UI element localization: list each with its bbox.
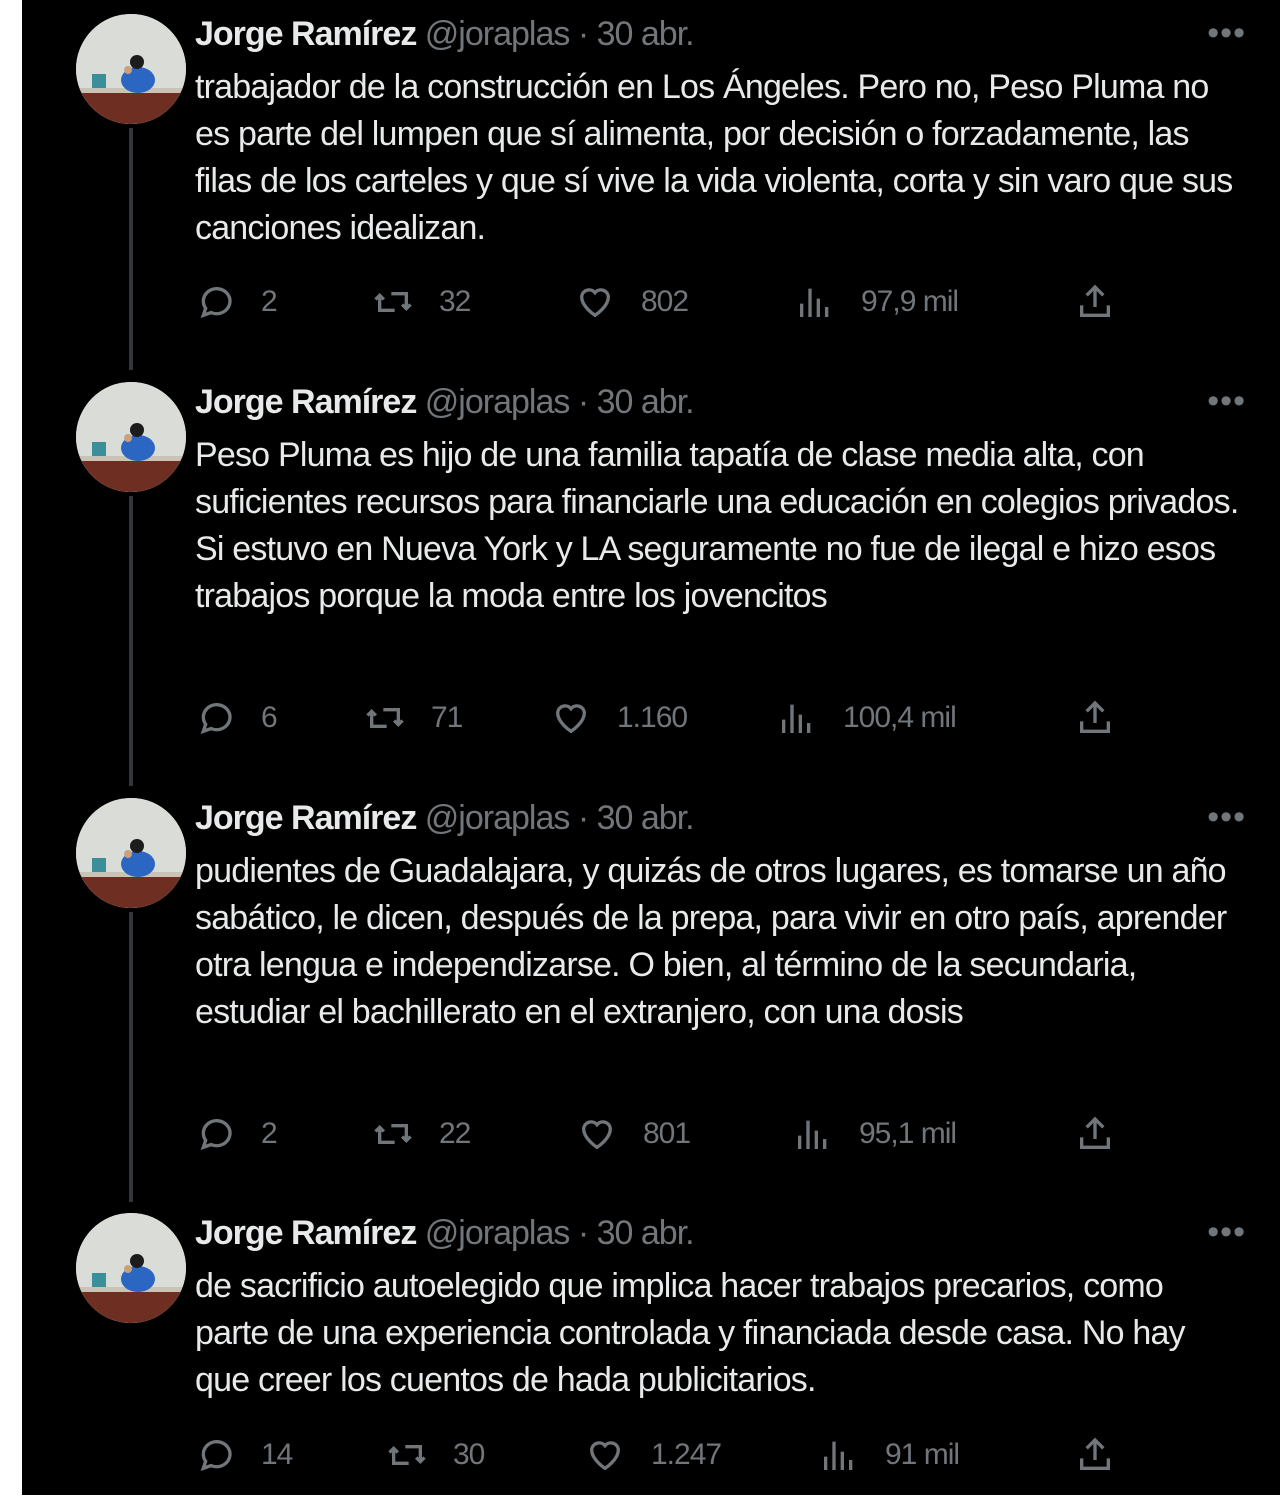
view-count: 91 mil [885,1438,960,1471]
author-name[interactable]: Jorge Ramírez [195,799,417,837]
retweet-icon [365,698,405,738]
heart-icon [551,698,591,738]
retweet-button[interactable] [373,278,470,326]
tweet-actions [195,694,1275,742]
share-button[interactable] [1075,278,1141,326]
retweet-button[interactable] [373,1110,470,1158]
views-icon [777,698,817,738]
share-icon [1075,1435,1115,1475]
more-icon[interactable]: ••• [1207,798,1246,836]
share-button[interactable] [1075,1110,1141,1158]
heart-icon [585,1435,625,1475]
avatar-photo [76,798,186,908]
like-button[interactable] [551,694,687,742]
more-icon[interactable]: ••• [1207,1213,1246,1251]
author-name[interactable]: Jorge Ramírez [195,383,417,421]
avatar[interactable] [76,382,186,492]
tweet-actions [195,278,1275,326]
like-count: 1.247 [651,1438,722,1471]
tweet-text: Peso Pluma es hijo de una familia tapatía de clase media alta, con suficientes recursos para financiarle una educación en colegios privados. Si estuvo en Nueva York y LA seguramente no fue de ilegal e hizo esos trabajos porque la moda entre los jovencitos [195,436,1239,615]
avatar-photo [76,382,186,492]
reply-count: 2 [261,285,277,318]
heart-icon [575,282,615,322]
views-button[interactable] [777,694,956,742]
more-icon[interactable]: ••• [1207,14,1246,52]
retweet-count: 30 [453,1438,485,1471]
separator: · [577,799,589,837]
retweet-icon [373,282,413,322]
like-count: 1.160 [617,701,688,734]
avatar[interactable] [76,798,186,908]
tweet-date[interactable]: 30 abr. [596,1214,694,1252]
reply-icon [195,1114,235,1154]
tweet[interactable] [22,368,1280,778]
tweet[interactable] [22,0,1280,360]
reply-button[interactable] [195,1431,292,1479]
tweet[interactable] [22,1199,1280,1495]
tweet-text: de sacrificio autoelegido que implica hacer trabajos precarios, como parte de una experiencia controlada y financiada desde casa. No hay que creer los cuentos de hada publicitarios. [195,1267,1185,1399]
reply-button[interactable] [195,694,277,742]
retweet-icon [373,1114,413,1154]
more-icon[interactable]: ••• [1207,382,1246,420]
views-button[interactable] [819,1431,959,1479]
author-handle[interactable]: @joraplas [424,1214,570,1252]
like-count: 802 [641,285,689,318]
author-name[interactable]: Jorge Ramírez [195,1214,417,1252]
timeline [22,0,1280,1495]
author-handle[interactable]: @joraplas [424,799,570,837]
like-button[interactable] [575,278,688,326]
share-icon [1075,1114,1115,1154]
reply-count: 14 [261,1438,293,1471]
reply-button[interactable] [195,1110,277,1158]
retweet-button[interactable] [387,1431,484,1479]
tweet-header [195,382,694,422]
tweet-text: pudientes de Guadalajara, y quizás de otros lugares, es tomarse un año sabático, le dicen, después de la prepa, para vivir en otro país, aprender otra lengua e independizarse. O bien, al término de la secundaria, estudiar el bachillerato en el extranjero, con una dosis [195,852,1227,1031]
author-handle[interactable]: @joraplas [424,383,570,421]
like-count: 801 [643,1117,691,1150]
reply-icon [195,282,235,322]
tweet-date[interactable]: 30 abr. [596,15,694,53]
tweet-date[interactable]: 30 abr. [596,799,694,837]
like-button[interactable] [585,1431,721,1479]
tweet-text: trabajador de la construcción en Los Ángeles. Pero no, Peso Pluma no es parte del lumpen que sí alimenta, por decisión o forzadamente, las filas de los carteles y que sí vive la vida violenta, corta y sin varo que sus canciones idealizan. [195,68,1233,247]
share-button[interactable] [1075,1431,1141,1479]
retweet-count: 32 [439,285,471,318]
tweet-header [195,14,694,54]
author-name[interactable]: Jorge Ramírez [195,15,417,53]
view-count: 95,1 mil [859,1117,957,1150]
separator: · [577,15,589,53]
views-button[interactable] [795,278,958,326]
views-icon [795,282,835,322]
tweet-date[interactable]: 30 abr. [596,383,694,421]
share-button[interactable] [1075,694,1141,742]
view-count: 97,9 mil [861,285,959,318]
reply-icon [195,1435,235,1475]
retweet-icon [387,1435,427,1475]
views-icon [819,1435,859,1475]
avatar-photo [76,1213,186,1323]
retweet-button[interactable] [365,694,462,742]
reply-count: 6 [261,701,277,734]
separator: · [577,1214,589,1252]
heart-icon [577,1114,617,1154]
tweet-header [195,798,694,838]
avatar[interactable] [76,14,186,124]
separator: · [577,383,589,421]
retweet-count: 71 [431,701,463,734]
view-count: 100,4 mil [843,701,956,734]
tweet[interactable] [22,784,1280,1194]
share-icon [1075,282,1115,322]
tweet-actions [195,1431,1275,1479]
tweet-header [195,1213,694,1253]
avatar[interactable] [76,1213,186,1323]
like-button[interactable] [577,1110,690,1158]
views-icon [793,1114,833,1154]
avatar-photo [76,14,186,124]
views-button[interactable] [793,1110,956,1158]
reply-icon [195,698,235,738]
author-handle[interactable]: @joraplas [424,15,570,53]
reply-count: 2 [261,1117,277,1150]
share-icon [1075,698,1115,738]
tweet-actions [195,1110,1275,1158]
reply-button[interactable] [195,278,277,326]
retweet-count: 22 [439,1117,471,1150]
